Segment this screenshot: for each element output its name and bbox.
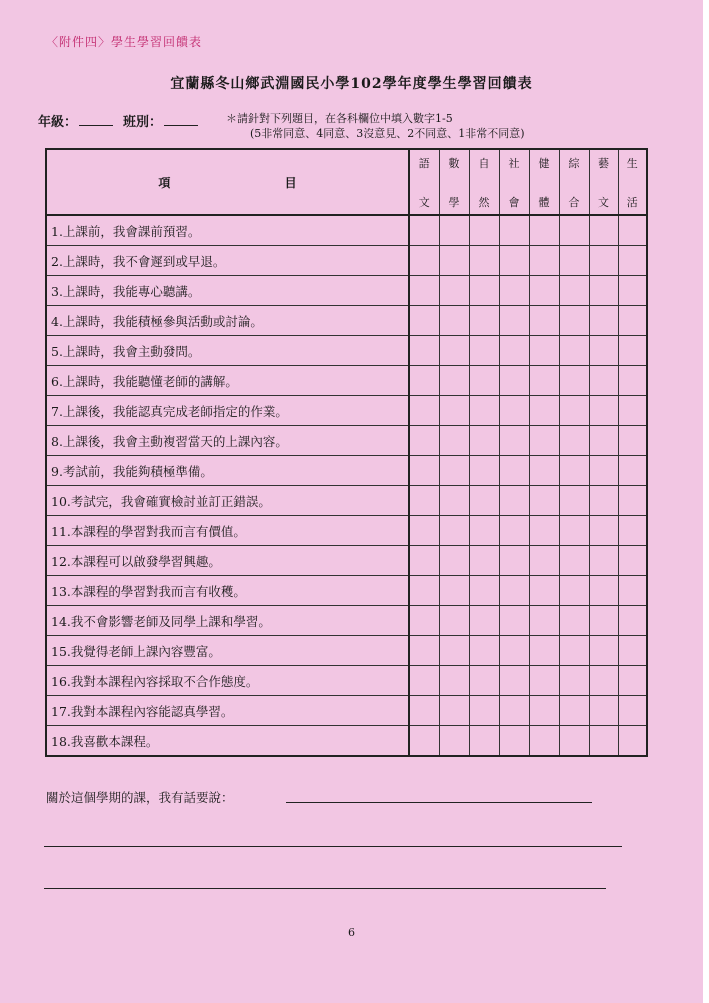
- rating-cell[interactable]: [409, 336, 439, 366]
- rating-cell[interactable]: [439, 696, 469, 726]
- table-row: [46, 516, 647, 546]
- rating-cell[interactable]: [529, 546, 559, 576]
- rating-cell[interactable]: [409, 276, 439, 306]
- question-text: 2.上課時，我不會遲到或早退。: [46, 246, 409, 276]
- rating-cell[interactable]: [529, 336, 559, 366]
- rating-cell[interactable]: [529, 366, 559, 396]
- table-row: [46, 606, 647, 636]
- rating-cell[interactable]: [469, 396, 499, 426]
- question-text: 15.我覺得老師上課內容豐富。: [46, 636, 409, 666]
- rating-cell[interactable]: [559, 426, 589, 456]
- rating-cell[interactable]: [589, 516, 618, 546]
- rating-cell[interactable]: [439, 215, 469, 246]
- subject-char-bottom: 文: [598, 196, 609, 209]
- rating-cell[interactable]: [409, 726, 439, 757]
- rating-cell[interactable]: [499, 516, 529, 546]
- rating-cell[interactable]: [469, 456, 499, 486]
- subject-header: [559, 149, 589, 215]
- rating-cell[interactable]: [469, 336, 499, 366]
- rating-cell[interactable]: [618, 726, 647, 757]
- table-row: [46, 486, 647, 516]
- rating-cell[interactable]: [529, 246, 559, 276]
- subject-char-top: 數: [448, 157, 460, 170]
- rating-cell[interactable]: [589, 336, 618, 366]
- question-text: 5.上課時，我會主動發問。: [46, 336, 409, 366]
- table-row: [46, 726, 647, 757]
- rating-cell[interactable]: [409, 606, 439, 636]
- rating-cell[interactable]: [439, 276, 469, 306]
- rating-cell[interactable]: [589, 306, 618, 336]
- rating-cell[interactable]: [469, 546, 499, 576]
- rating-cell[interactable]: [529, 516, 559, 546]
- subject-char-bottom: 體: [538, 196, 550, 209]
- question-text: 13.本課程的學習對我而言有收穫。: [46, 576, 409, 606]
- table-row: [46, 636, 647, 666]
- table-row: [46, 456, 647, 486]
- rating-cell[interactable]: [618, 426, 647, 456]
- rating-cell[interactable]: [499, 456, 529, 486]
- rating-cell[interactable]: [499, 306, 529, 336]
- question-text: 16.我對本課程內容採取不合作態度。: [46, 666, 409, 696]
- rating-cell[interactable]: [559, 726, 589, 757]
- rating-cell[interactable]: [559, 456, 589, 486]
- rating-cell[interactable]: [499, 576, 529, 606]
- rating-cell[interactable]: [529, 726, 559, 757]
- rating-cell[interactable]: [499, 726, 529, 757]
- rating-cell[interactable]: [529, 215, 559, 246]
- subject-char-bottom: 合: [568, 196, 580, 209]
- rating-cell[interactable]: [469, 666, 499, 696]
- question-text: 14.我不會影響老師及同學上課和學習。: [46, 606, 409, 636]
- rating-cell[interactable]: [559, 696, 589, 726]
- subject-header: [499, 149, 529, 215]
- rating-cell[interactable]: [469, 636, 499, 666]
- comment-label: 關於這個學期的課，我有話要說：: [46, 790, 234, 805]
- rating-cell[interactable]: [439, 456, 469, 486]
- rating-cell[interactable]: [499, 396, 529, 426]
- rating-cell[interactable]: [499, 246, 529, 276]
- subject-char-top: 自: [478, 157, 490, 170]
- rating-cell[interactable]: [499, 426, 529, 456]
- rating-cell[interactable]: [499, 336, 529, 366]
- rating-cell[interactable]: [559, 246, 589, 276]
- student-info: [38, 111, 208, 130]
- rating-cell[interactable]: [439, 546, 469, 576]
- rating-cell[interactable]: [499, 696, 529, 726]
- rating-cell[interactable]: [469, 726, 499, 757]
- rating-cell[interactable]: [529, 606, 559, 636]
- rating-cell[interactable]: [439, 426, 469, 456]
- rating-cell[interactable]: [409, 576, 439, 606]
- subject-char-top: 健: [538, 157, 550, 170]
- rating-cell[interactable]: [618, 276, 647, 306]
- instruction-line-1: ＊請針對下列題目，在各科欄位中填入數字1-5: [226, 112, 453, 125]
- rating-cell[interactable]: [409, 636, 439, 666]
- rating-cell[interactable]: [618, 486, 647, 516]
- subject-char-top: 綜: [568, 157, 580, 170]
- rating-cell[interactable]: [589, 576, 618, 606]
- rating-cell[interactable]: [409, 486, 439, 516]
- rating-cell[interactable]: [439, 306, 469, 336]
- question-text: 8.上課後，我會主動複習當天的上課內容。: [46, 426, 409, 456]
- rating-cell[interactable]: [618, 456, 647, 486]
- rating-cell[interactable]: [618, 606, 647, 636]
- rating-cell[interactable]: [559, 546, 589, 576]
- rating-cell[interactable]: [559, 666, 589, 696]
- subject-header: [469, 149, 499, 215]
- rating-cell[interactable]: [529, 396, 559, 426]
- question-text: 18.我喜歡本課程。: [46, 726, 409, 757]
- rating-cell[interactable]: [409, 215, 439, 246]
- rating-cell[interactable]: [618, 546, 647, 576]
- rating-cell[interactable]: [529, 306, 559, 336]
- table-row: [46, 215, 647, 246]
- rating-cell[interactable]: [559, 486, 589, 516]
- rating-cell[interactable]: [469, 516, 499, 546]
- rating-cell[interactable]: [559, 516, 589, 546]
- rating-cell[interactable]: [439, 576, 469, 606]
- table-row: [46, 396, 647, 426]
- table-row: [46, 576, 647, 606]
- rating-cell[interactable]: [589, 486, 618, 516]
- rating-cell[interactable]: [559, 636, 589, 666]
- table-row: [46, 276, 647, 306]
- question-text: 11.本課程的學習對我而言有價值。: [46, 516, 409, 546]
- rating-cell[interactable]: [499, 666, 529, 696]
- rating-cell[interactable]: [469, 246, 499, 276]
- subject-char-top: 生: [626, 157, 638, 170]
- feedback-table: [45, 148, 648, 757]
- rating-cell[interactable]: [529, 426, 559, 456]
- table-row: [46, 306, 647, 336]
- rating-cell[interactable]: [469, 576, 499, 606]
- table-row: [46, 546, 647, 576]
- rating-cell[interactable]: [409, 696, 439, 726]
- question-text: 6.上課時，我能聽懂老師的講解。: [46, 366, 409, 396]
- table-header-row: [46, 149, 647, 215]
- rating-cell[interactable]: [589, 426, 618, 456]
- rating-cell[interactable]: [529, 636, 559, 666]
- grade-label: 年級：: [38, 115, 78, 130]
- rating-cell[interactable]: [529, 696, 559, 726]
- instruction-line-2: (5非常同意、4同意、3沒意見、2不同意、1非常不同意): [250, 127, 525, 140]
- subject-char-bottom: 學: [448, 196, 460, 209]
- rating-cell[interactable]: [618, 516, 647, 546]
- subject-char-top: 社: [508, 157, 520, 170]
- items-column-header: 項 目: [46, 149, 409, 215]
- rating-cell[interactable]: [589, 366, 618, 396]
- instructions: [226, 111, 525, 141]
- rating-cell[interactable]: [409, 246, 439, 276]
- rating-cell[interactable]: [469, 366, 499, 396]
- rating-cell[interactable]: [439, 606, 469, 636]
- rating-cell[interactable]: [529, 456, 559, 486]
- rating-cell[interactable]: [469, 215, 499, 246]
- comment-line-1[interactable]: [286, 802, 592, 803]
- question-text: 17.我對本課程內容能認真學習。: [46, 696, 409, 726]
- rating-cell[interactable]: [439, 336, 469, 366]
- table-row: [46, 246, 647, 276]
- class-blank[interactable]: [164, 113, 198, 126]
- subject-header: [409, 149, 439, 215]
- rating-cell[interactable]: [559, 366, 589, 396]
- subject-char-bottom: 會: [508, 196, 520, 209]
- rating-cell[interactable]: [499, 486, 529, 516]
- rating-cell[interactable]: [499, 546, 529, 576]
- rating-cell[interactable]: [559, 276, 589, 306]
- table-row: [46, 366, 647, 396]
- rating-cell[interactable]: [618, 576, 647, 606]
- rating-cell[interactable]: [618, 306, 647, 336]
- table-row: [46, 426, 647, 456]
- rating-cell[interactable]: [439, 666, 469, 696]
- comment-line-3[interactable]: [44, 888, 606, 889]
- rating-cell[interactable]: [499, 636, 529, 666]
- rating-cell[interactable]: [618, 396, 647, 426]
- rating-cell[interactable]: [559, 306, 589, 336]
- table-row: [46, 666, 647, 696]
- rating-cell[interactable]: [469, 486, 499, 516]
- rating-cell[interactable]: [589, 696, 618, 726]
- class-label: 班別：: [123, 115, 163, 130]
- rating-cell[interactable]: [589, 636, 618, 666]
- rating-cell[interactable]: [618, 366, 647, 396]
- rating-cell[interactable]: [589, 396, 618, 426]
- subject-header: [439, 149, 469, 215]
- rating-cell[interactable]: [589, 246, 618, 276]
- rating-cell[interactable]: [469, 276, 499, 306]
- rating-cell[interactable]: [559, 215, 589, 246]
- rating-cell[interactable]: [589, 606, 618, 636]
- annex-label: 〈附件四〉學生學習回饋表: [46, 35, 203, 49]
- rating-cell[interactable]: [589, 456, 618, 486]
- question-text: 3.上課時，我能專心聽講。: [46, 276, 409, 306]
- rating-cell[interactable]: [618, 636, 647, 666]
- subject-char-bottom: 文: [418, 196, 430, 209]
- subject-header: [529, 149, 559, 215]
- rating-cell[interactable]: [589, 276, 618, 306]
- comment-line-2[interactable]: [44, 846, 622, 847]
- rating-cell[interactable]: [469, 426, 499, 456]
- rating-cell[interactable]: [499, 276, 529, 306]
- rating-cell[interactable]: [409, 366, 439, 396]
- rating-cell[interactable]: [439, 366, 469, 396]
- subject-char-bottom: 活: [626, 196, 638, 209]
- rating-cell[interactable]: [559, 606, 589, 636]
- question-text: 7.上課後，我能認真完成老師指定的作業。: [46, 396, 409, 426]
- rating-cell[interactable]: [439, 396, 469, 426]
- question-text: 9.考試前，我能夠積極準備。: [46, 456, 409, 486]
- table-row: [46, 696, 647, 726]
- questions-body: [46, 215, 647, 756]
- rating-cell[interactable]: [409, 306, 439, 336]
- rating-cell[interactable]: [439, 636, 469, 666]
- rating-cell[interactable]: [589, 546, 618, 576]
- page-number: 6: [348, 926, 355, 939]
- rating-cell[interactable]: [589, 666, 618, 696]
- rating-cell[interactable]: [559, 396, 589, 426]
- rating-cell[interactable]: [559, 576, 589, 606]
- rating-cell[interactable]: [409, 456, 439, 486]
- rating-cell[interactable]: [499, 366, 529, 396]
- subject-char-top: 藝: [598, 157, 609, 170]
- rating-cell[interactable]: [559, 336, 589, 366]
- rating-cell[interactable]: [618, 215, 647, 246]
- rating-cell[interactable]: [618, 696, 647, 726]
- rating-cell[interactable]: [499, 215, 529, 246]
- rating-cell[interactable]: [618, 666, 647, 696]
- subject-header: [589, 149, 618, 215]
- rating-cell[interactable]: [409, 666, 439, 696]
- subject-char-bottom: 然: [478, 196, 490, 209]
- rating-cell[interactable]: [409, 516, 439, 546]
- question-text: 4.上課時，我能積極參與活動或討論。: [46, 306, 409, 336]
- rating-cell[interactable]: [618, 246, 647, 276]
- rating-cell[interactable]: [529, 276, 559, 306]
- question-text: 1.上課前，我會課前預習。: [46, 215, 409, 246]
- rating-cell[interactable]: [529, 486, 559, 516]
- form-title: 宜蘭縣冬山鄉武淵國民小學102學年度學生學習回饋表: [170, 76, 533, 92]
- rating-cell[interactable]: [529, 666, 559, 696]
- rating-cell[interactable]: [469, 306, 499, 336]
- subject-header: [618, 149, 647, 215]
- rating-cell[interactable]: [499, 606, 529, 636]
- rating-cell[interactable]: [469, 606, 499, 636]
- rating-cell[interactable]: [589, 215, 618, 246]
- rating-cell[interactable]: [409, 396, 439, 426]
- rating-cell[interactable]: [439, 246, 469, 276]
- rating-cell[interactable]: [409, 426, 439, 456]
- rating-cell[interactable]: [529, 576, 559, 606]
- rating-cell[interactable]: [439, 726, 469, 757]
- grade-blank[interactable]: [79, 113, 113, 126]
- question-text: 12.本課程可以啟發學習興趣。: [46, 546, 409, 576]
- subject-char-top: 語: [418, 157, 430, 170]
- rating-cell[interactable]: [618, 336, 647, 366]
- rating-cell[interactable]: [409, 546, 439, 576]
- question-text: 10.考試完，我會確實檢討並訂正錯誤。: [46, 486, 409, 516]
- table-row: [46, 336, 647, 366]
- rating-cell[interactable]: [439, 486, 469, 516]
- rating-cell[interactable]: [469, 696, 499, 726]
- rating-cell[interactable]: [589, 726, 618, 757]
- rating-cell[interactable]: [439, 516, 469, 546]
